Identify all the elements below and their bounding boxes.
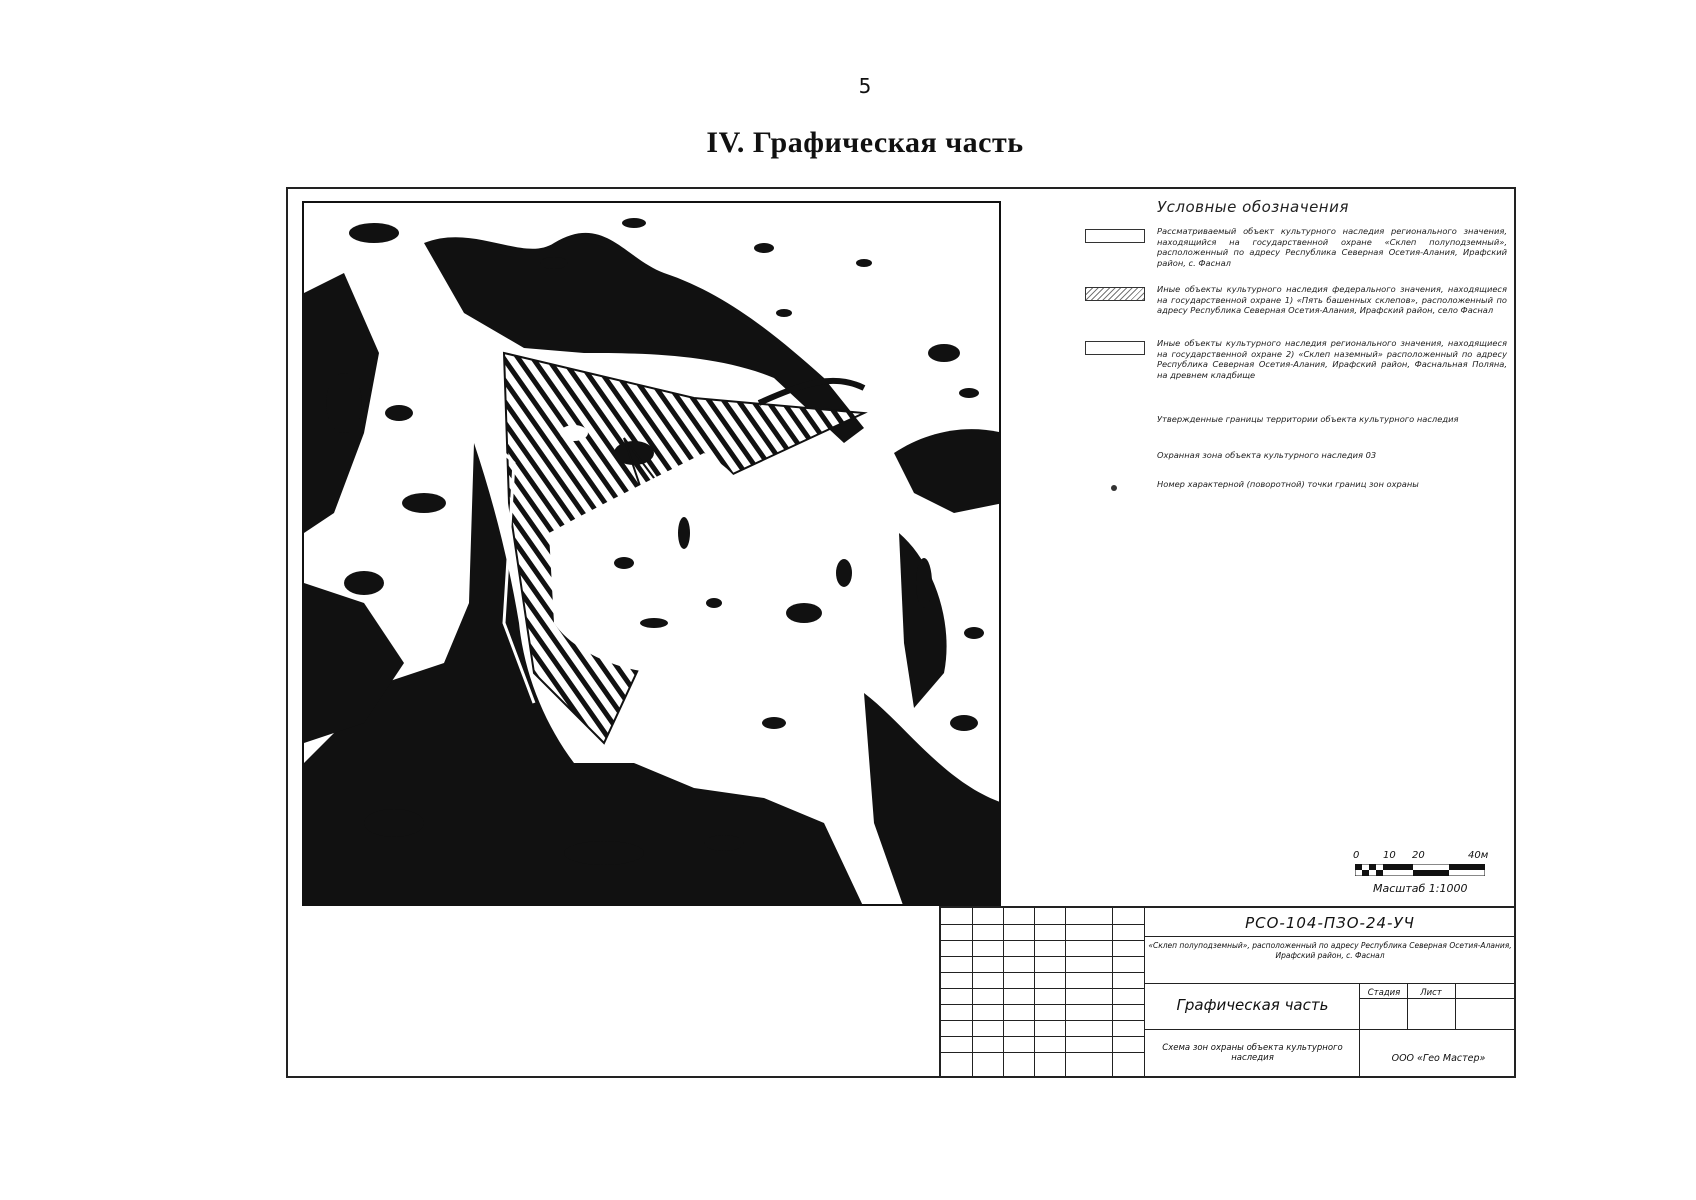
legend-item-text: Иные объекты культурного наследия федерального значения, находящиеся на государственной охране 1) «Пять башенных склепов», расположенный по адресу Республика Северная Осетия-Алания, Ирафский район, село Фаснал [1157,284,1507,315]
legend-item-text: Номер характерной (поворотной) точки границ зон охраны [1157,479,1419,489]
scheme-title: Схема зон охраны объекта культурного наследия [1162,1043,1343,1063]
aerial-map-image [304,203,1001,906]
scale-tick-label: 10 [1383,850,1396,861]
object-description: «Склеп полуподземный», расположенный по адресу Республика Северная Осетия-Алания, Ирафский район, с. Фаснал [1148,941,1512,960]
scale-tick-label: 0 [1353,850,1360,861]
legend-outline-symbol [1085,229,1145,243]
legend-outline-symbol [1085,341,1145,355]
legend-hatched-symbol [1085,287,1145,301]
legend-title: Условные обозначения [1157,198,1349,216]
page-number: 5 [858,74,872,98]
page-title: IV. Графическая часть [706,126,1024,159]
legend-item-text: Иные объекты культурного наследия регионального значения, находящиеся на государственной охране 2) «Склеп наземный» расположенный по адресу Республика Северная Осетия-Алания, Ирафский район, Фаснальная Поляна, на древнем кладбище [1157,338,1507,380]
document-code: РСО-104-ПЗО-24-УЧ [1245,914,1415,932]
section-name: Графическая часть [1176,996,1329,1014]
scale-bar-graphic [1355,864,1485,876]
legend-dot-symbol [1111,485,1117,491]
legend-item-text: Утвержденные границы территории объекта культурного наследия [1157,414,1459,424]
organization-name: ООО «Гео Мастер» [1391,1053,1486,1064]
scale-tick-label: 20 [1412,850,1425,861]
title-block [939,906,1516,1078]
aerial-map [302,201,1001,906]
legend-item-text: Рассматриваемый объект культурного наследия регионального значения, находящийся на государственной охране «Склеп полуподземный», расположенный по адресу Республика Северная Осетия-Алания, Ирафский район, с. Фаснал [1157,226,1507,268]
scale-tick-label: 40м [1468,850,1489,861]
legend-item-text: Охранная зона объекта культурного наследия 03 [1157,450,1377,460]
sheet-label: Лист [1420,988,1442,998]
scale-label: Масштаб 1:1000 [1373,882,1468,895]
scale-bar [1353,850,1489,910]
stage-label: Стадия [1367,988,1401,998]
